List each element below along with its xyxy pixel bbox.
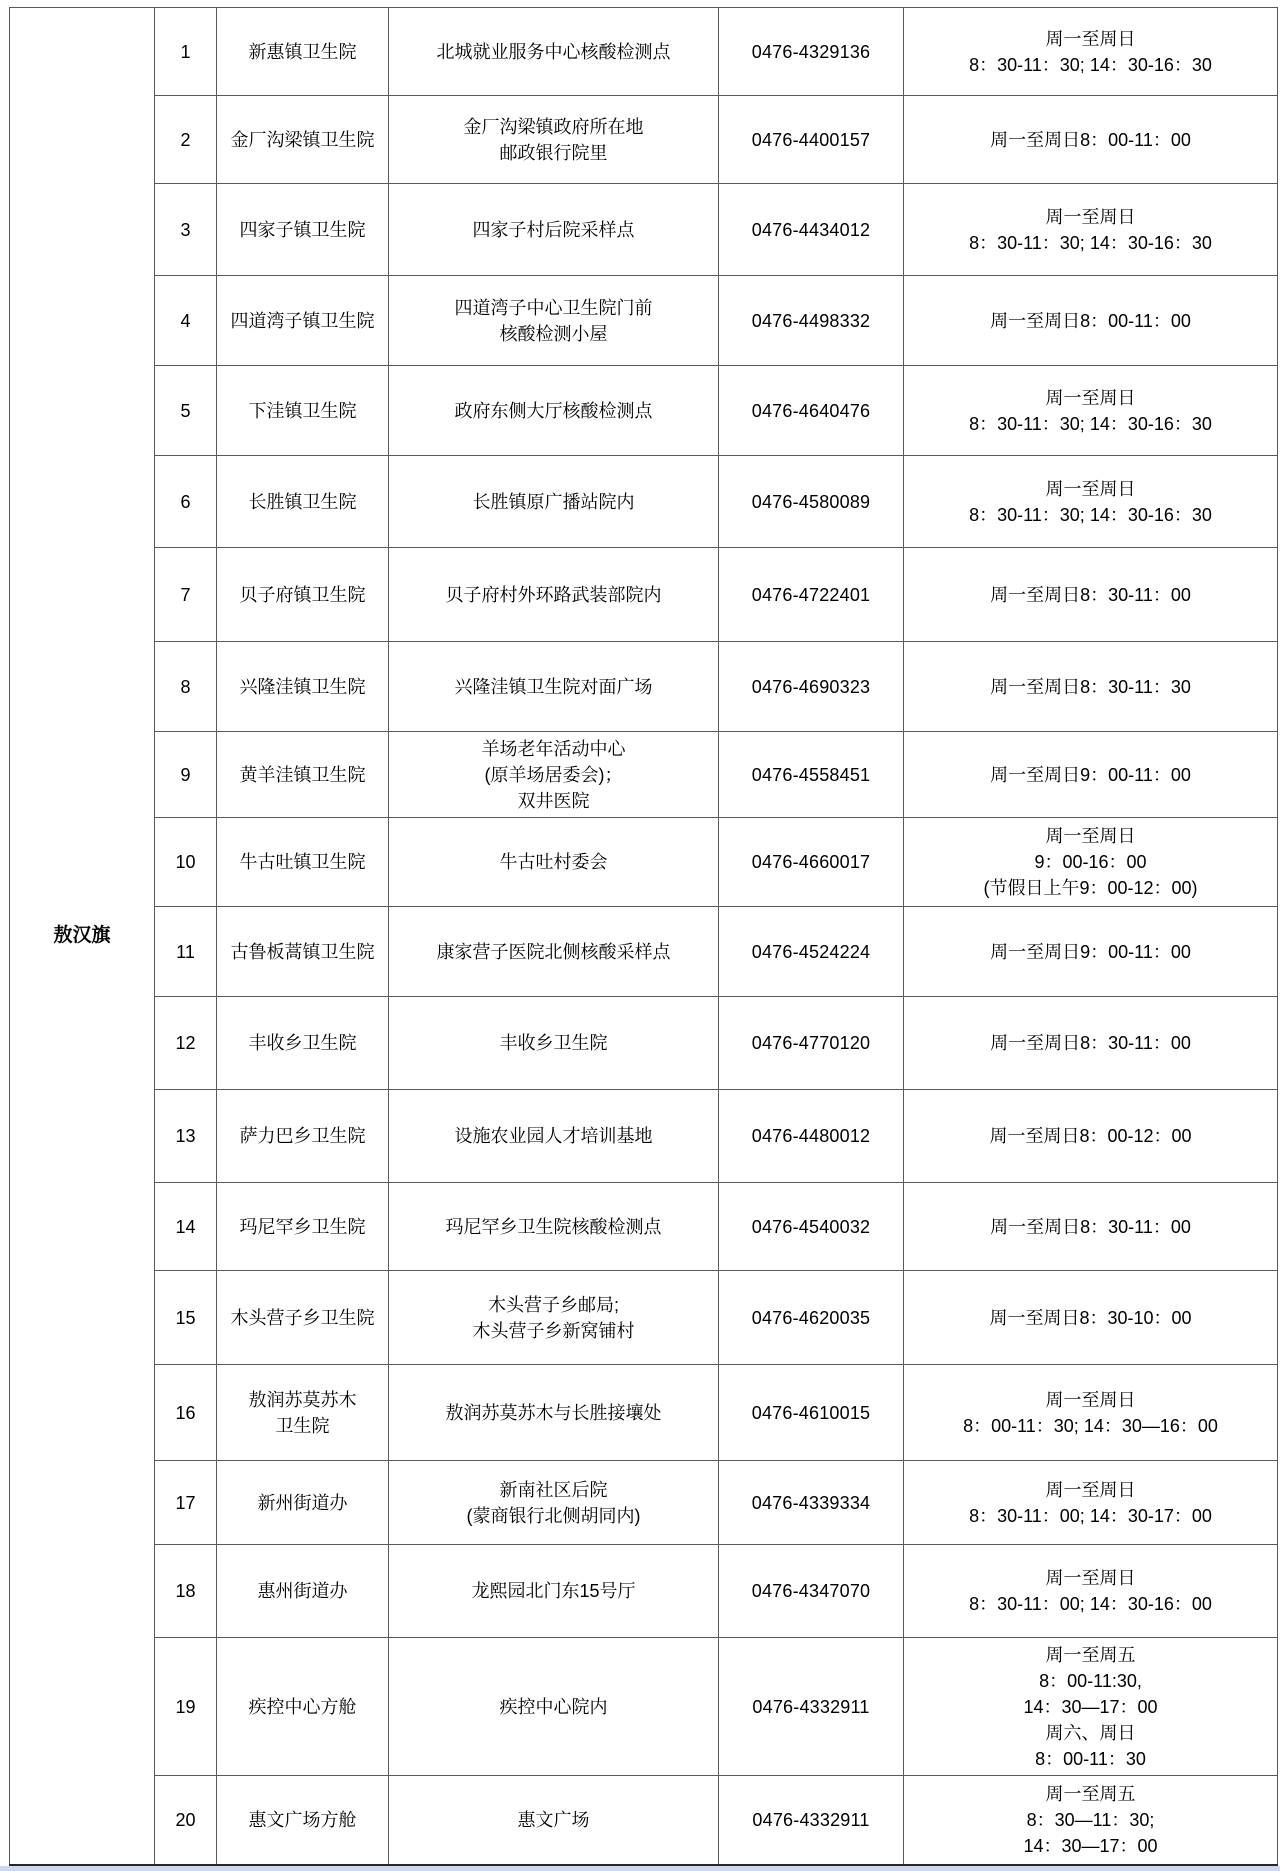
hours-cell-text: 8：30-11：30; 14：30-16：30	[969, 232, 1212, 253]
row-number-cell	[155, 8, 217, 96]
hours-cell	[904, 1183, 1278, 1271]
location-cell-text: 设施农业园人才培训基地	[454, 1126, 653, 1146]
row-number-cell-text: 12	[175, 1033, 196, 1053]
phone-cell-text: 0476-4690323	[751, 676, 871, 697]
hours-cell-text: 周一至周日	[1045, 28, 1136, 49]
location-cell	[389, 907, 719, 997]
facility-name-cell	[217, 997, 389, 1090]
location-cell-text: 康家营子医院北侧核酸采样点	[436, 941, 671, 962]
phone-cell-text: 0476-4434012	[751, 219, 871, 240]
phone-cell-text: 0476-4660017	[751, 852, 871, 872]
facility-name-cell-text: 玛尼罕乡卫生院	[239, 1216, 366, 1237]
hours-cell-text: 周一至周日8：00-12：00	[989, 1126, 1192, 1146]
row-number-cell	[155, 96, 217, 184]
row-number-cell-text: 20	[175, 1810, 196, 1830]
location-cell	[389, 642, 719, 732]
row-number-cell	[155, 1776, 217, 1866]
phone-cell-text: 0476-4620035	[751, 1307, 871, 1328]
phone-cell-text: 0476-4540032	[751, 1216, 871, 1237]
region-label-cell	[10, 8, 155, 1866]
location-cell-text: (原羊场居委会)；	[484, 764, 623, 785]
location-cell	[389, 276, 719, 366]
hours-cell-text: 周一至周日	[1045, 1479, 1136, 1500]
phone-cell	[719, 732, 904, 818]
location-cell-text: 邮政银行院里	[499, 142, 608, 163]
facility-name-cell	[217, 184, 389, 276]
hours-cell	[904, 732, 1278, 818]
phone-cell	[719, 1365, 904, 1461]
location-cell	[389, 818, 719, 907]
location-cell-text: 贝子府村外环路武装部院内	[445, 584, 662, 605]
phone-cell-text: 0476-4339334	[751, 1492, 871, 1513]
location-cell-text: 羊场老年活动中心	[481, 738, 626, 759]
row-number-cell	[155, 1183, 217, 1271]
hours-cell-text: 周一至周日8：30-11：30	[990, 676, 1191, 697]
facility-name-cell	[217, 1271, 389, 1365]
location-cell	[389, 1183, 719, 1271]
location-cell-text: 丰收乡卫生院	[499, 1033, 608, 1053]
location-cell	[389, 8, 719, 96]
row-number-cell	[155, 184, 217, 276]
phone-cell	[719, 184, 904, 276]
phone-cell-text: 0476-4580089	[751, 491, 871, 512]
phone-cell-text: 0476-4480012	[751, 1126, 871, 1146]
location-cell-text: 惠文广场	[517, 1810, 590, 1830]
row-number-cell-text: 3	[180, 219, 191, 240]
testing-points-table-wrapper	[9, 7, 1278, 1867]
phone-cell	[719, 1776, 904, 1866]
hours-cell-text: 周一至周日8：30-10：00	[989, 1307, 1192, 1328]
facility-name-cell	[217, 1183, 389, 1271]
facility-name-cell-text: 木头营子乡卫生院	[230, 1307, 375, 1328]
table-row	[10, 184, 1278, 276]
location-cell-text: 龙熙园北门东15号厅	[471, 1581, 636, 1601]
table-row	[10, 1365, 1278, 1461]
location-cell-text: 政府东侧大厅核酸检测点	[454, 400, 653, 421]
location-cell	[389, 997, 719, 1090]
table-row	[10, 1545, 1278, 1638]
facility-name-cell	[217, 1461, 389, 1545]
phone-cell-text: 0476-4329136	[751, 41, 871, 62]
region-label: 敖汉旗	[53, 925, 111, 946]
phone-cell	[719, 907, 904, 997]
location-cell-text: 四家子村后院采样点	[472, 219, 635, 240]
row-number-cell	[155, 366, 217, 456]
table-row	[10, 1183, 1278, 1271]
row-number-cell	[155, 456, 217, 548]
row-number-cell-text: 6	[180, 491, 191, 512]
phone-cell-text: 0476-4722401	[751, 584, 871, 605]
table-row	[10, 1090, 1278, 1183]
row-number-cell-text: 16	[175, 1402, 196, 1423]
location-cell-text: 四道湾子中心卫生院门前	[454, 297, 653, 318]
hours-cell-text: 周一至周五	[1045, 1644, 1136, 1665]
hours-cell-text: 8：30—11：30;	[1026, 1810, 1155, 1830]
phone-cell	[719, 8, 904, 96]
phone-cell-text: 0476-4558451	[751, 764, 871, 785]
phone-cell	[719, 366, 904, 456]
row-number-cell	[155, 997, 217, 1090]
table-row	[10, 1461, 1278, 1545]
row-number-cell	[155, 548, 217, 642]
phone-cell	[719, 1183, 904, 1271]
hours-cell-text: 8：00-11:30,	[1039, 1670, 1142, 1691]
hours-cell	[904, 997, 1278, 1090]
phone-cell	[719, 1090, 904, 1183]
location-cell	[389, 1776, 719, 1866]
location-cell-text: 北城就业服务中心核酸检测点	[436, 41, 671, 62]
facility-name-cell	[217, 1545, 389, 1638]
location-cell	[389, 1545, 719, 1638]
facility-name-cell-text: 贝子府镇卫生院	[239, 584, 366, 605]
phone-cell-text: 0476-4610015	[751, 1402, 871, 1423]
row-number-cell	[155, 1271, 217, 1365]
row-number-cell-text: 7	[180, 584, 191, 605]
hours-cell	[904, 1776, 1278, 1866]
row-number-cell-text: 10	[175, 852, 196, 872]
hours-cell	[904, 1638, 1278, 1776]
hours-cell-text: 8：00-11：30	[1035, 1748, 1146, 1769]
facility-name-cell	[217, 1365, 389, 1461]
facility-name-cell-text: 四道湾子镇卫生院	[230, 310, 375, 331]
row-number-cell-text: 4	[180, 310, 191, 331]
facility-name-cell-text: 惠州街道办	[257, 1581, 348, 1601]
hours-cell	[904, 642, 1278, 732]
hours-cell	[904, 456, 1278, 548]
facility-name-cell-text: 惠文广场方舱	[248, 1810, 357, 1830]
hours-cell-text: 周一至周日	[1045, 826, 1136, 846]
location-cell-text: 牛古吐村委会	[499, 852, 608, 872]
location-cell-text: 玛尼罕乡卫生院核酸检测点	[445, 1216, 662, 1237]
facility-name-cell-text: 长胜镇卫生院	[248, 491, 357, 512]
facility-name-cell	[217, 366, 389, 456]
row-number-cell	[155, 276, 217, 366]
facility-name-cell	[217, 1090, 389, 1183]
facility-name-cell-text: 敖润苏莫苏木	[248, 1389, 357, 1410]
hours-cell-text: 周一至周日8：30-11：00	[990, 584, 1191, 605]
hours-cell	[904, 548, 1278, 642]
facility-name-cell	[217, 548, 389, 642]
facility-name-cell-text: 疾控中心方舱	[248, 1696, 357, 1717]
row-number-cell-text: 14	[175, 1216, 196, 1237]
hours-cell-text: 8：30-11：30; 14：30-16：30	[969, 413, 1212, 434]
phone-cell	[719, 456, 904, 548]
phone-cell	[719, 96, 904, 184]
facility-name-cell-text: 下洼镇卫生院	[248, 400, 357, 421]
hours-cell-text: 8：30-11：00; 14：30-17：00	[969, 1505, 1212, 1526]
facility-name-cell	[217, 456, 389, 548]
table-row	[10, 1271, 1278, 1365]
hours-cell-text: 周一至周日9：00-11：00	[990, 764, 1191, 785]
row-number-cell-text: 13	[175, 1126, 196, 1146]
row-number-cell-text: 18	[175, 1581, 196, 1601]
row-number-cell	[155, 1461, 217, 1545]
facility-name-cell-text: 新惠镇卫生院	[248, 41, 357, 62]
facility-name-cell-text: 四家子镇卫生院	[239, 219, 366, 240]
location-cell-text: 兴隆洼镇卫生院对面广场	[454, 676, 653, 697]
table-row	[10, 818, 1278, 907]
hours-cell-text: 14：30—17：00	[1023, 1696, 1158, 1717]
hours-cell	[904, 907, 1278, 997]
location-cell-text: 双井医院	[517, 790, 590, 811]
table-row	[10, 907, 1278, 997]
hours-cell-text: 9：00-16：00	[1034, 852, 1147, 872]
table-row	[10, 548, 1278, 642]
row-number-cell-text: 2	[180, 129, 191, 150]
location-cell-text: 新南社区后院	[499, 1479, 608, 1500]
hours-cell-text: 周一至周五	[1045, 1784, 1136, 1804]
page-bottom-strip	[0, 1866, 1280, 1871]
row-number-cell-text: 8	[180, 676, 191, 697]
row-number-cell	[155, 1638, 217, 1776]
hours-cell	[904, 1365, 1278, 1461]
row-number-cell	[155, 642, 217, 732]
testing-points-table	[9, 7, 1278, 1867]
hours-cell-text: 8：00-11：30; 14：30—16：00	[963, 1415, 1218, 1436]
hours-cell	[904, 1090, 1278, 1183]
facility-name-cell	[217, 1638, 389, 1776]
table-row	[10, 8, 1278, 96]
location-cell	[389, 1271, 719, 1365]
hours-cell	[904, 366, 1278, 456]
hours-cell	[904, 184, 1278, 276]
hours-cell	[904, 1545, 1278, 1638]
hours-cell	[904, 818, 1278, 907]
location-cell-text: 长胜镇原广播站院内	[472, 491, 635, 512]
table-row	[10, 276, 1278, 366]
row-number-cell-text: 15	[175, 1307, 196, 1328]
hours-cell-text: 周六、周日	[1045, 1722, 1136, 1743]
facility-name-cell	[217, 732, 389, 818]
row-number-cell	[155, 732, 217, 818]
phone-cell-text: 0476-4347070	[751, 1581, 871, 1601]
location-cell-text: 核酸检测小屋	[499, 323, 608, 344]
hours-cell	[904, 8, 1278, 96]
table-row	[10, 732, 1278, 818]
location-cell	[389, 1461, 719, 1545]
table-row	[10, 1638, 1278, 1776]
row-number-cell-text: 17	[175, 1492, 196, 1513]
facility-name-cell	[217, 642, 389, 732]
facility-name-cell	[217, 276, 389, 366]
phone-cell	[719, 276, 904, 366]
phone-cell	[719, 642, 904, 732]
table-row	[10, 366, 1278, 456]
location-cell-text: 金厂沟梁镇政府所在地	[463, 116, 644, 137]
phone-cell-text: 0476-4640476	[751, 400, 871, 421]
hours-cell-text: 8：30-11：30; 14：30-16：30	[969, 54, 1212, 75]
row-number-cell	[155, 818, 217, 907]
facility-name-cell-text: 萨力巴乡卫生院	[239, 1126, 366, 1146]
facility-name-cell	[217, 907, 389, 997]
phone-cell	[719, 997, 904, 1090]
table-row	[10, 456, 1278, 548]
location-cell	[389, 1090, 719, 1183]
hours-cell-text: 8：30-11：30; 14：30-16：30	[969, 504, 1212, 525]
facility-name-cell	[217, 1776, 389, 1866]
location-cell	[389, 548, 719, 642]
phone-cell	[719, 1271, 904, 1365]
table-row	[10, 1776, 1278, 1866]
facility-name-cell	[217, 818, 389, 907]
hours-cell-text: 周一至周日8：30-11：00	[990, 1033, 1191, 1053]
row-number-cell	[155, 1090, 217, 1183]
location-cell-text: 疾控中心院内	[499, 1696, 608, 1717]
row-number-cell	[155, 907, 217, 997]
facility-name-cell	[217, 8, 389, 96]
facility-name-cell-text: 卫生院	[275, 1415, 330, 1436]
phone-cell-text: 0476-4332911	[752, 1696, 870, 1717]
hours-cell-text: 周一至周日	[1045, 478, 1136, 499]
hours-cell-text: 周一至周日9：00-11：00	[990, 941, 1191, 962]
table-row	[10, 96, 1278, 184]
location-cell	[389, 96, 719, 184]
phone-cell	[719, 818, 904, 907]
phone-cell-text: 0476-4770120	[751, 1033, 871, 1053]
row-number-cell-text: 19	[175, 1696, 196, 1717]
phone-cell-text: 0476-4498332	[751, 310, 871, 331]
location-cell	[389, 1638, 719, 1776]
row-number-cell-text: 5	[180, 400, 191, 421]
row-number-cell	[155, 1365, 217, 1461]
table-row	[10, 997, 1278, 1090]
table-row	[10, 642, 1278, 732]
location-cell-text: 木头营子乡邮局;	[487, 1294, 619, 1315]
facility-name-cell-text: 金厂沟梁镇卫生院	[230, 129, 375, 150]
hours-cell	[904, 276, 1278, 366]
location-cell-text: 木头营子乡新窝铺村	[472, 1320, 635, 1341]
row-number-cell	[155, 1545, 217, 1638]
phone-cell	[719, 1545, 904, 1638]
hours-cell-text: 14：30—17：00	[1023, 1836, 1158, 1856]
location-cell	[389, 1365, 719, 1461]
facility-name-cell-text: 黄羊洼镇卫生院	[239, 764, 366, 785]
row-number-cell-text: 1	[180, 41, 191, 62]
hours-cell-text: 周一至周日	[1045, 1568, 1136, 1588]
location-cell	[389, 366, 719, 456]
facility-name-cell-text: 丰收乡卫生院	[248, 1033, 357, 1053]
facility-name-cell-text: 新州街道办	[257, 1492, 348, 1513]
facility-name-cell	[217, 96, 389, 184]
location-cell-text: (蒙商银行北侧胡同内)	[466, 1505, 641, 1526]
hours-cell-text: 周一至周日8：00-11：00	[990, 310, 1191, 331]
location-cell	[389, 732, 719, 818]
location-cell	[389, 184, 719, 276]
hours-cell-text: 周一至周日8：00-11：00	[990, 129, 1191, 150]
phone-cell-text: 0476-4524224	[751, 941, 871, 962]
phone-cell	[719, 548, 904, 642]
row-number-cell-text: 11	[176, 941, 195, 962]
phone-cell	[719, 1461, 904, 1545]
hours-cell	[904, 1461, 1278, 1545]
hours-cell-text: 周一至周日	[1045, 206, 1136, 227]
hours-cell-text: 8：30-11：00; 14：30-16：00	[969, 1594, 1212, 1614]
hours-cell-text: 周一至周日	[1045, 387, 1136, 408]
facility-name-cell-text: 兴隆洼镇卫生院	[239, 676, 366, 697]
phone-cell-text: 0476-4400157	[751, 129, 871, 150]
phone-cell-text: 0476-4332911	[752, 1810, 870, 1830]
row-number-cell-text: 9	[180, 764, 191, 785]
hours-cell-text: (节假日上午9：00-12：00)	[983, 878, 1198, 898]
hours-cell	[904, 1271, 1278, 1365]
phone-cell	[719, 1638, 904, 1776]
facility-name-cell-text: 古鲁板蒿镇卫生院	[230, 941, 375, 962]
location-cell-text: 敖润苏莫苏木与长胜接壤处	[445, 1402, 662, 1423]
facility-name-cell-text: 牛古吐镇卫生院	[239, 852, 366, 872]
location-cell	[389, 456, 719, 548]
hours-cell-text: 周一至周日	[1045, 1389, 1136, 1410]
hours-cell	[904, 96, 1278, 184]
hours-cell-text: 周一至周日8：30-11：00	[990, 1216, 1191, 1237]
